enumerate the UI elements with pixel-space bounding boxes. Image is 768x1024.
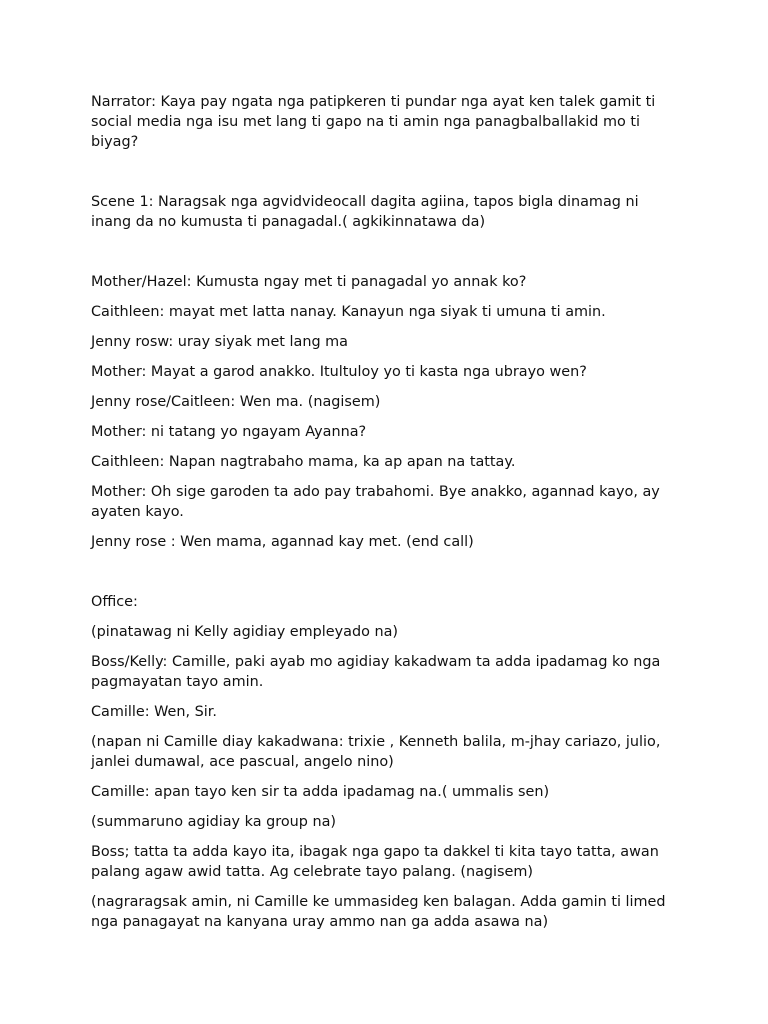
narrator-line: Narrator: Kaya pay ngata nga patipkeren ti pundar nga ayat ken talek gamit ti social media nga isu met lang ti gapo na ti amin nga panagbalballakid mo ti biyag? — [91, 94, 656, 150]
dialogue-line: Mother/Hazel: Kumusta ngay met ti panagadal yo annak ko? — [91, 274, 527, 290]
stage-direction: (summaruno agidiay ka group na) — [91, 814, 337, 830]
stage-direction: (napan ni Camille diay kakadwana: trixie , Kenneth balila, m-jhay cariazo, julio, janlei dumawal, ace pascual, angelo nino) — [91, 734, 661, 770]
dialogue-line: Boss/Kelly: Camille, paki ayab mo agidiay kakadwam ta adda ipadamag ko nga pagmayatan tayo amin. — [91, 654, 661, 690]
stage-direction: (pinatawag ni Kelly agidiay empleyado na) — [91, 624, 399, 640]
dialogue-line: Boss; tatta ta adda kayo ita, ibagak nga gapo ta dakkel ti kita tayo tatta, awan palang agaw awid tatta. Ag celebrate tayo palang. (nagisem) — [91, 844, 659, 880]
dialogue-line: Mother: ni tatang yo ngayam Ayanna? — [91, 424, 367, 440]
dialogue-line: Camille: Wen, Sir. — [91, 704, 217, 720]
dialogue-line: Jenny rose : Wen mama, agannad kay met. (end call) — [91, 534, 474, 550]
dialogue-line: Jenny rosw: uray siyak met lang ma — [91, 334, 348, 350]
dialogue-line: Caithleen: Napan nagtrabaho mama, ka ap apan na tattay. — [91, 454, 516, 470]
dialogue-line: Jenny rose/Caitleen: Wen ma. (nagisem) — [91, 394, 381, 410]
dialogue-line: Mother: Oh sige garoden ta ado pay trabahomi. Bye anakko, agannad kayo, ay ayaten kayo. — [91, 484, 660, 520]
dialogue-line: Caithleen: mayat met latta nanay. Kanayun nga siyak ti umuna ti amin. — [91, 304, 606, 320]
office-scene-heading: Office: — [91, 594, 138, 610]
dialogue-line: Mother: Mayat a garod anakko. Itultuloy yo ti kasta nga ubrayo wen? — [91, 364, 587, 380]
stage-direction: (nagraragsak amin, ni Camille ke ummasideg ken balagan. Adda gamin ti limed nga panagayat na kanyana uray ammo nan ga adda asawa na) — [91, 894, 666, 930]
document-body — [91, 92, 681, 932]
dialogue-line: Camille: apan tayo ken sir ta adda ipadamag na.( ummalis sen) — [91, 784, 550, 800]
scene-1-description: Scene 1: Naragsak nga agvidvideocall dagita agiina, tapos bigla dinamag ni inang da no kumusta ti panagadal.( agkikinnatawa da) — [91, 194, 639, 230]
